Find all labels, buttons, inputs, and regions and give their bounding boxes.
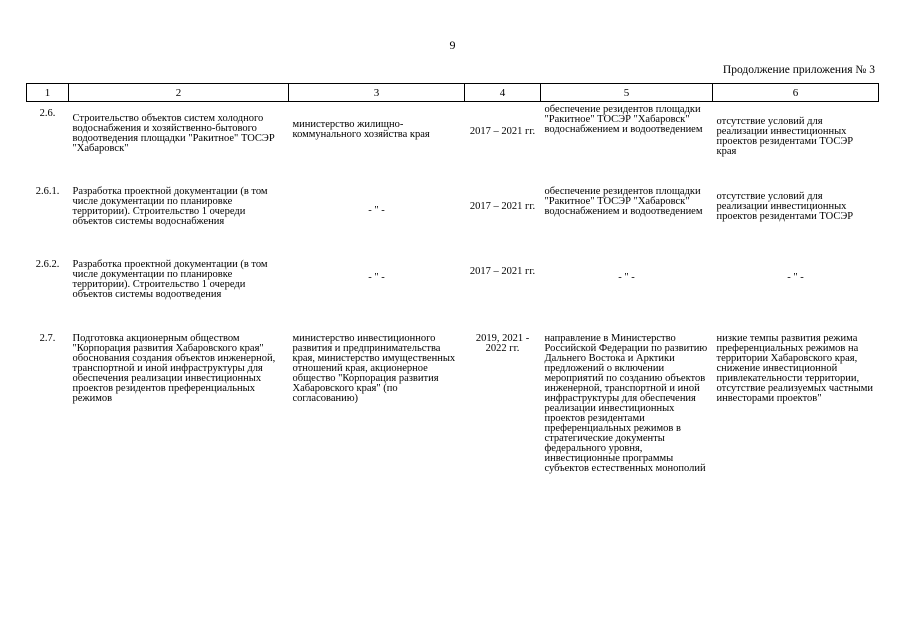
row-number: 2.7.: [39, 332, 56, 344]
row-number: 2.6.2.: [35, 258, 60, 270]
header-cell: 5: [541, 84, 713, 102]
row-risk: отсутствие условий для реализации инвестиционных проектов резидентами ТОСЭР края: [716, 116, 854, 157]
table-row: [27, 253, 879, 327]
page-number: 9: [449, 38, 456, 52]
row-responsible: министерство инвестиционного развития и предпринимательства края, министерство имущественных отношений края, акционерное общество "Корпорация развития Хабаровского края" (по согласованию): [292, 332, 456, 404]
table-row: [27, 327, 879, 474]
row-responsible: - " -: [368, 271, 385, 283]
row-period: 2017 – 2021 гг.: [469, 126, 536, 137]
table-row: [27, 180, 879, 253]
row-number: 2.6.1.: [35, 185, 60, 197]
row-result: обеспечение резидентов площадки "Ракитное" ТОСЭР "Хабаровск" водоснабжением и водоотведением: [544, 104, 703, 135]
row-number: 2.6.: [39, 108, 56, 119]
row-name: Разработка проектной документации (в том числе документации по планировке территории). Строительство 1 очереди объектов системы водоотведения: [72, 258, 268, 300]
row-name: Строительство объектов систем холодного водоснабжения и хозяйственно-бытового водоотведения площадки "Ракитное" ТОСЭР "Хабаровск": [72, 113, 275, 154]
row-risk: низкие темпы развития режима преференциальных режимов на территории Хабаровского края, снижение инвестиционной привлекательности территории, отсутствие реализуемых частными инвесторами проектов": [716, 332, 873, 404]
header-cell: 1: [27, 84, 69, 102]
row-result: направление в Министерство Российской Федерации по развитию Дальнего Востока и Арктики предложений о включении мероприятий по созданию объектов инженерной, транспортной и иной инфраструктуры для обеспечения реализации инвестиционных проектов резидентами преференциальных режимов в стратегические документы федерального уровня, инвестиционные программы субъектов естественных монополий: [544, 332, 708, 474]
row-period: 2019, 2021 - 2022 гг.: [475, 332, 530, 354]
continuation-label: Продолжение приложения № 3: [722, 64, 875, 76]
row-responsible: - " -: [368, 204, 385, 216]
row-name: Подготовка акционерным обществом "Корпорация развития Хабаровского края" обоснования создания объектов инженерной, транспортной и иной инфраструктуры для обеспечения реализации инвестиционных проектов резидентов преференциальных режимов: [72, 332, 276, 404]
row-result: обеспечение резидентов площадки "Ракитное" ТОСЭР "Хабаровск" водоснабжением и водоотведением: [544, 185, 703, 217]
header-row: [27, 84, 879, 102]
row-period: 2017 – 2021 гг.: [469, 200, 536, 212]
header-cell: 4: [465, 84, 541, 102]
table-row: [27, 102, 879, 180]
header-cell: 2: [69, 84, 289, 102]
measures-table: [26, 83, 879, 474]
header-cell: 3: [289, 84, 465, 102]
row-risk: отсутствие условий для реализации инвестиционных проектов резидентами ТОСЭР: [716, 190, 854, 222]
header-cell: 6: [713, 84, 879, 102]
row-risk: - " -: [787, 271, 804, 283]
row-name: Разработка проектной документации (в том числе документации по планировке территории). Строительство 1 очереди объектов системы водоснабжения: [72, 185, 268, 227]
row-responsible: министерство жилищно-коммунального хозяйства края: [292, 119, 430, 140]
row-result: - " -: [618, 271, 635, 283]
row-period: 2017 – 2021 гг.: [469, 265, 536, 277]
